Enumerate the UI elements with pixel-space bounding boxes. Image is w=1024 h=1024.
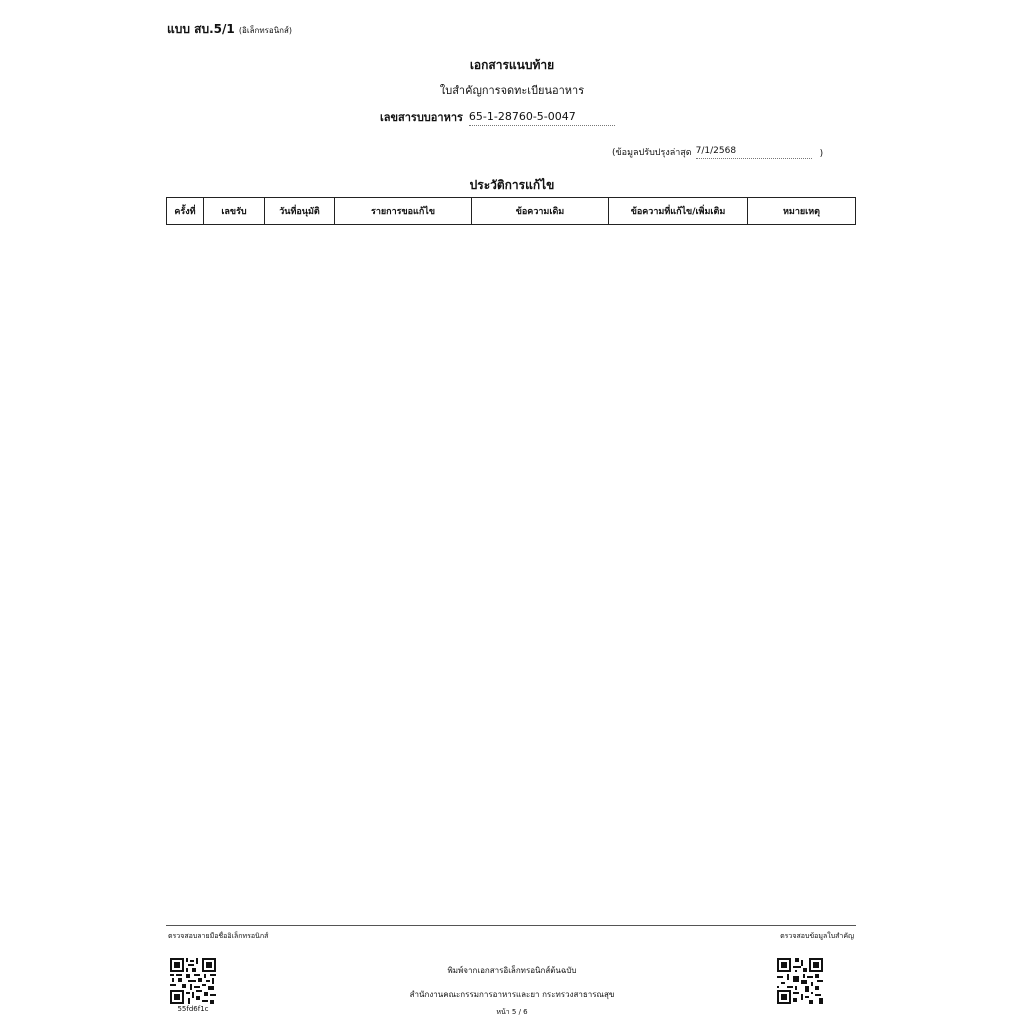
verify-certificate-label: ตรวจสอบข้อมูลใบสำคัญ	[780, 932, 854, 940]
form-code-sub: (อิเล็กทรอนิกส์)	[238, 26, 293, 35]
registration-number-label: เลขสารบบอาหาร	[380, 111, 463, 124]
footer-printed-from: พิมพ์จากเอกสารอิเล็กทรอนิกส์ต้นฉบับ	[447, 966, 577, 975]
history-table	[166, 197, 856, 225]
column-header: รายการขอแก้ไข	[335, 198, 472, 225]
certificate-qr-code[interactable]	[777, 958, 823, 1004]
last-update-close: )	[819, 149, 824, 159]
document-subtitle: ใบสำคัญการจดทะเบียนอาหาร	[439, 84, 585, 97]
last-update-line	[612, 145, 823, 159]
history-header-row	[167, 198, 856, 225]
column-header: ข้อความที่แก้ไข/เพิ่มเติม	[609, 198, 748, 225]
last-update-value: 7/1/2568	[696, 146, 812, 159]
document-title: เอกสารแนบท้าย	[469, 58, 555, 72]
form-code-main: แบบ สบ.5/1	[167, 22, 235, 36]
qr-code-text: 55fd6f1c	[177, 1005, 209, 1013]
history-title: ประวัติการแก้ไข	[469, 178, 555, 192]
footer-divider	[166, 925, 856, 926]
page-number: หน้า 5 / 6	[496, 1008, 528, 1016]
footer-agency: สำนักงานคณะกรรมการอาหารและยา กระทรวงสาธารณสุข	[409, 990, 615, 999]
column-header: วันที่อนุมัติ	[265, 198, 335, 225]
registration-number-value: 65-1-28760-5-0047	[469, 110, 615, 126]
column-header: เลขรับ	[204, 198, 265, 225]
column-header: หมายเหตุ	[748, 198, 856, 225]
last-update-label: (ข้อมูลปรับปรุงล่าสุด	[612, 148, 692, 158]
form-code	[167, 20, 292, 39]
registration-number-line	[380, 108, 615, 126]
verify-signature-label: ตรวจสอบลายมือชื่ออิเล็กทรอนิกส์	[168, 932, 269, 940]
column-header: ข้อความเดิม	[472, 198, 609, 225]
column-header: ครั้งที่	[167, 198, 204, 225]
